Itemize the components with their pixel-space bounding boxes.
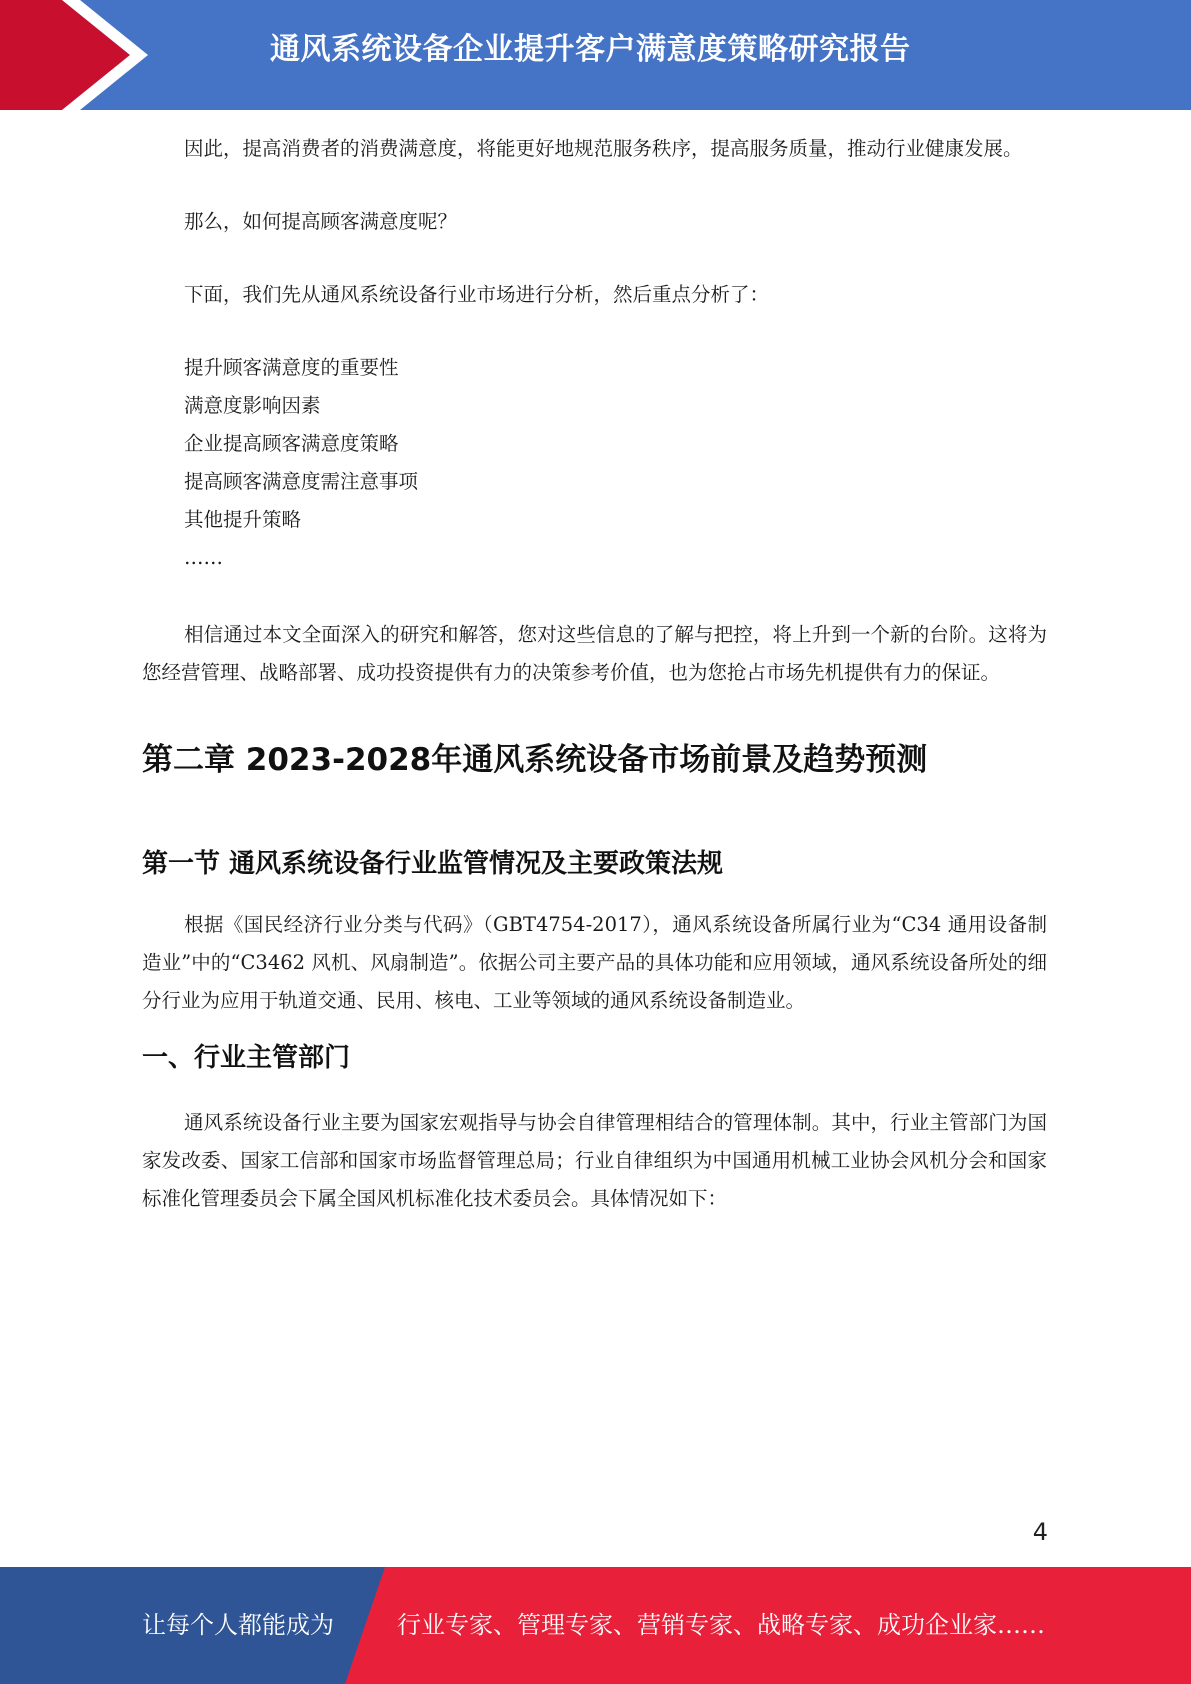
list-item: …… xyxy=(184,546,223,569)
page-content xyxy=(142,130,1047,1218)
subsection-title: 一、行业主管部门 xyxy=(142,1043,351,1073)
list-item: 企业提高顾客满意度策略 xyxy=(184,432,399,455)
page-number: 4 xyxy=(1032,1518,1048,1546)
list-item: 满意度影响因素 xyxy=(184,394,321,417)
list-item: 其他提升策略 xyxy=(184,508,302,531)
intro-paragraph-3: 下面，我们先从通风系统设备行业市场进行分析，然后重点分析了： xyxy=(184,283,770,306)
page-footer xyxy=(0,1567,1191,1684)
header-arrow-decoration xyxy=(0,0,160,110)
footer-slogan-left: 让每个人都能成为 xyxy=(142,1611,334,1639)
section-title: 第一节 通风系统设备行业监管情况及主要政策法规 xyxy=(142,849,724,879)
subsection-paragraph-1: 通风系统设备行业主要为国家宏观指导与协会自律管理相结合的管理体制。其中，行业主管部门为国家发改委、国家工信部和国家市场监督管理总局；行业自律组织为中国通用机械工业协会风机分会和国家标准化管理委员会下属全国风机标准化技术委员会。具体情况如下： xyxy=(142,1111,1047,1210)
topic-list xyxy=(142,349,1047,577)
section-paragraph-1: 根据《国民经济行业分类与代码》（GBT4754-2017），通风系统设备所属行业为“C34 通用设备制造业”中的“C3462 风机、风扇制造”。依据公司主要产品的具体功能和应用领域，通风系统设备所处的细分行业为应用于轨道交通、民用、核电、工业等领域的通风系统设备制造业。 xyxy=(142,913,1047,1012)
list-item: 提高顾客满意度需注意事项 xyxy=(184,470,419,493)
intro-paragraph-2: 那么，如何提高顾客满意度呢？ xyxy=(184,210,458,233)
intro-paragraph-4: 相信通过本文全面深入的研究和解答，您对这些信息的了解与把控，将上升到一个新的台阶。这将为您经营管理、战略部署、成功投资提供有力的决策参考价值，也为您抢占市场先机提供有力的保证。 xyxy=(142,623,1047,684)
list-item: 提升顾客满意度的重要性 xyxy=(184,356,399,379)
report-title: 通风系统设备企业提升客户满意度策略研究报告 xyxy=(270,32,911,67)
footer-slogan-right: 行业专家、管理专家、营销专家、战略专家、成功企业家…… xyxy=(397,1611,1045,1639)
page-header xyxy=(0,0,1191,110)
intro-paragraph-1: 因此，提高消费者的消费满意度，将能更好地规范服务秩序，提高服务质量，推动行业健康发展。 xyxy=(184,137,1023,160)
chapter-title: 第二章 2023-2028年通风系统设备市场前景及趋势预测 xyxy=(142,742,928,778)
